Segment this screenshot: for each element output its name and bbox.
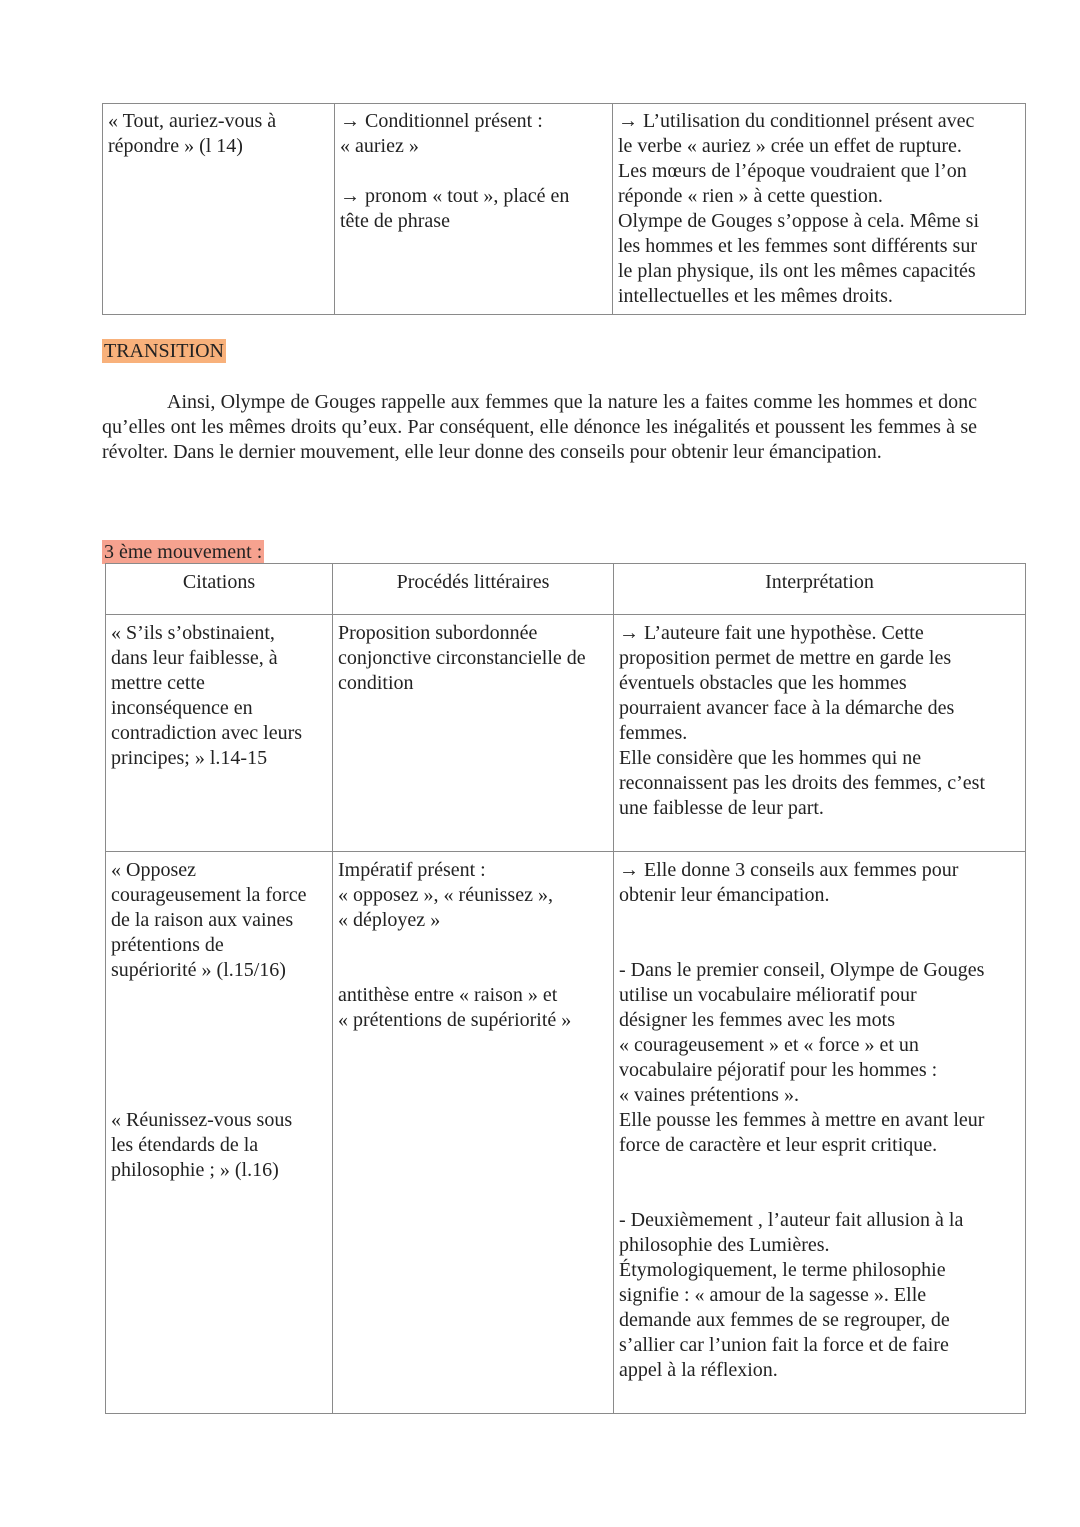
- procede-text-2: antithèse entre « raison » et « prétentions de supériorité »: [338, 984, 572, 1031]
- procede-cell: [333, 852, 614, 1414]
- column-header-citations: Citations: [106, 564, 333, 615]
- procede-text-2: → pronom « tout », placé en tête de phrase: [340, 185, 570, 232]
- interpretation-cell: [613, 104, 1026, 315]
- interpretation-cell: [614, 852, 1026, 1414]
- interpretation-text-2: - Dans le premier conseil, Olympe de Gouges utilise un vocabulaire mélioratif pour désigner les femmes avec les mots « courageusement » et « force » et un vocabulaire péjoratif pour les hommes : « vaines prétentions ». Elle pousse les femmes à mettre en avant leur force de caractère et leur esprit critique.: [619, 959, 985, 1156]
- interpretation-text: → L’utilisation du conditionnel présent avec le verbe « auriez » crée un effet de rupture. Les mœurs de l’époque voudraient que l’on réponde « rien » à cette question. Olympe de Gouges s’oppose à cela. Même si les hommes et les femmes sont différents sur le plan physique, ils ont les mêmes capacités intellectuelles et les mêmes droits.: [618, 110, 980, 307]
- procede-text: Proposition subordonnée conjonctive circonstancielle de condition: [338, 622, 586, 694]
- citation-cell: [106, 615, 333, 852]
- table-header-row: [106, 564, 1026, 615]
- analysis-table-1: [102, 103, 1026, 315]
- table-row: [103, 104, 1026, 315]
- analysis-table-movement-3: [105, 563, 1026, 1414]
- procede-cell: [333, 615, 614, 852]
- table-row: [106, 852, 1026, 1414]
- citation-text-1: « Opposez courageusement la force de la raison aux vaines prétentions de supériorité » (l.15/16): [111, 859, 307, 981]
- interpretation-cell: [614, 615, 1026, 852]
- citation-cell: [106, 852, 333, 1414]
- citation-cell: [103, 104, 335, 315]
- interpretation-text: → L’auteure fait une hypothèse. Cette proposition permet de mettre en garde les éventuels obstacles que les hommes pourraient avancer face à la démarche des femmes. Elle considère que les hommes qui ne reconnaissent pas les droits des femmes, c’est une faiblesse de leur part.: [619, 622, 986, 819]
- procede-text-1: Impératif présent : « opposez », « réunissez », « déployez »: [338, 859, 553, 931]
- interpretation-text-3: - Deuxièmement , l’auteur fait allusion à la philosophie des Lumières. Étymologiquement, le terme philosophie signifie : « amour de la sagesse ». Elle demande aux femmes de se regrouper, de s’allier car l’union fait la force et de faire appel à la réflexion.: [619, 1209, 964, 1381]
- table-row: [106, 615, 1026, 852]
- citation-text: « Tout, auriez-vous à répondre » (l 14): [108, 110, 277, 157]
- citation-text-2: « Réunissez-vous sous les étendards de la philosophie ; » (l.16): [111, 1109, 293, 1181]
- procede-cell: [335, 104, 613, 315]
- column-header-procedes: Procédés littéraires: [333, 564, 614, 615]
- movement-3-heading: 3 ème mouvement :: [104, 541, 263, 563]
- interpretation-text-1: → Elle donne 3 conseils aux femmes pour obtenir leur émancipation.: [619, 859, 959, 906]
- citation-text: « S’ils s’obstinaient, dans leur faiblesse, à mettre cette inconséquence en contradiction avec leurs principes; » l.14-15: [111, 622, 303, 769]
- transition-heading: TRANSITION: [104, 340, 224, 362]
- column-header-interpretation: Interprétation: [614, 564, 1026, 615]
- procede-text-1: → Conditionnel présent : « auriez »: [340, 110, 543, 157]
- transition-paragraph: Ainsi, Olympe de Gouges rappelle aux femmes que la nature les a faites comme les hommes et donc qu’elles ont les mêmes droits qu’eux. Par conséquent, elle dénonce les inégalités et poussent les femmes à se révolter. Dans le dernier mouvement, elle leur donne des conseils pour obtenir leur émancipation.: [102, 391, 977, 463]
